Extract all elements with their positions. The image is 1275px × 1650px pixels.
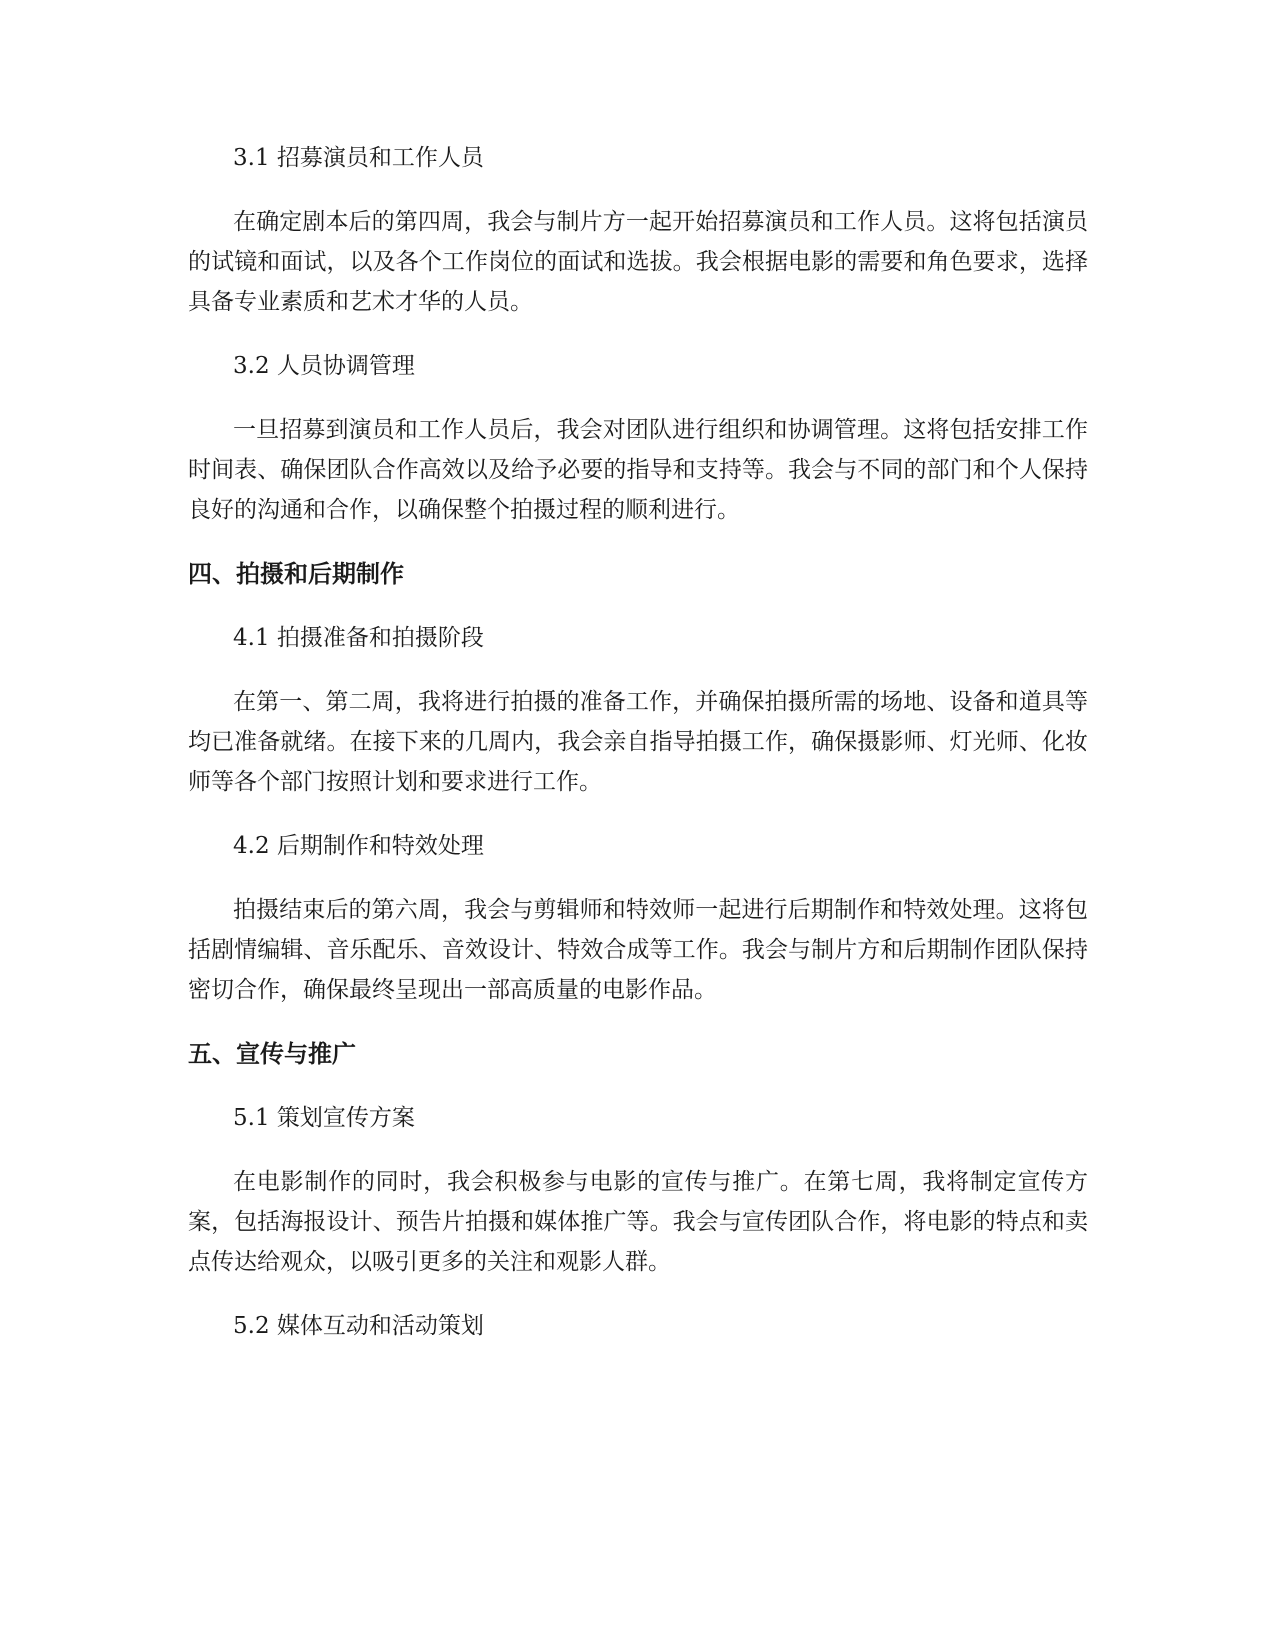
document-body: [188, 138, 1088, 1370]
section-heading-4: 四、拍摄和后期制作: [188, 560, 404, 588]
subsection-title-4-1: 4.1 拍摄准备和拍摄阶段: [233, 625, 484, 651]
subsection-title-5-2: 5.2 媒体互动和活动策划: [233, 1313, 484, 1339]
section-heading-5: 五、宣传与推广: [188, 1040, 356, 1068]
paragraph-3-1: 在确定剧本后的第四周，我会与制片方一起开始招募演员和工作人员。这将包括演员的试镜和面试，以及各个工作岗位的面试和选拔。我会根据电影的需要和角色要求，选择具备专业素质和艺术才华的人员。: [188, 209, 1088, 315]
paragraph-4-2: 拍摄结束后的第六周，我会与剪辑师和特效师一起进行后期制作和特效处理。这将包括剧情编辑、音乐配乐、音效设计、特效合成等工作。我会与制片方和后期制作团队保持密切合作，确保最终呈现出一部高质量的电影作品。: [188, 897, 1088, 1003]
subsection-title-5-1: 5.1 策划宣传方案: [233, 1105, 415, 1131]
subsection-title-3-2: 3.2 人员协调管理: [233, 353, 415, 379]
subsection-title-3-1: 3.1 招募演员和工作人员: [233, 145, 484, 171]
subsection-title-4-2: 4.2 后期制作和特效处理: [233, 833, 484, 859]
paragraph-4-1: 在第一、第二周，我将进行拍摄的准备工作，并确保拍摄所需的场地、设备和道具等均已准备就绪。在接下来的几周内，我会亲自指导拍摄工作，确保摄影师、灯光师、化妆师等各个部门按照计划和要求进行工作。: [188, 689, 1088, 795]
paragraph-3-2: 一旦招募到演员和工作人员后，我会对团队进行组织和协调管理。这将包括安排工作时间表、确保团队合作高效以及给予必要的指导和支持等。我会与不同的部门和个人保持良好的沟通和合作，以确保整个拍摄过程的顺利进行。: [188, 417, 1088, 523]
paragraph-5-1: 在电影制作的同时，我会积极参与电影的宣传与推广。在第七周，我将制定宣传方案，包括海报设计、预告片拍摄和媒体推广等。我会与宣传团队合作，将电影的特点和卖点传达给观众，以吸引更多的关注和观影人群。: [188, 1169, 1088, 1275]
